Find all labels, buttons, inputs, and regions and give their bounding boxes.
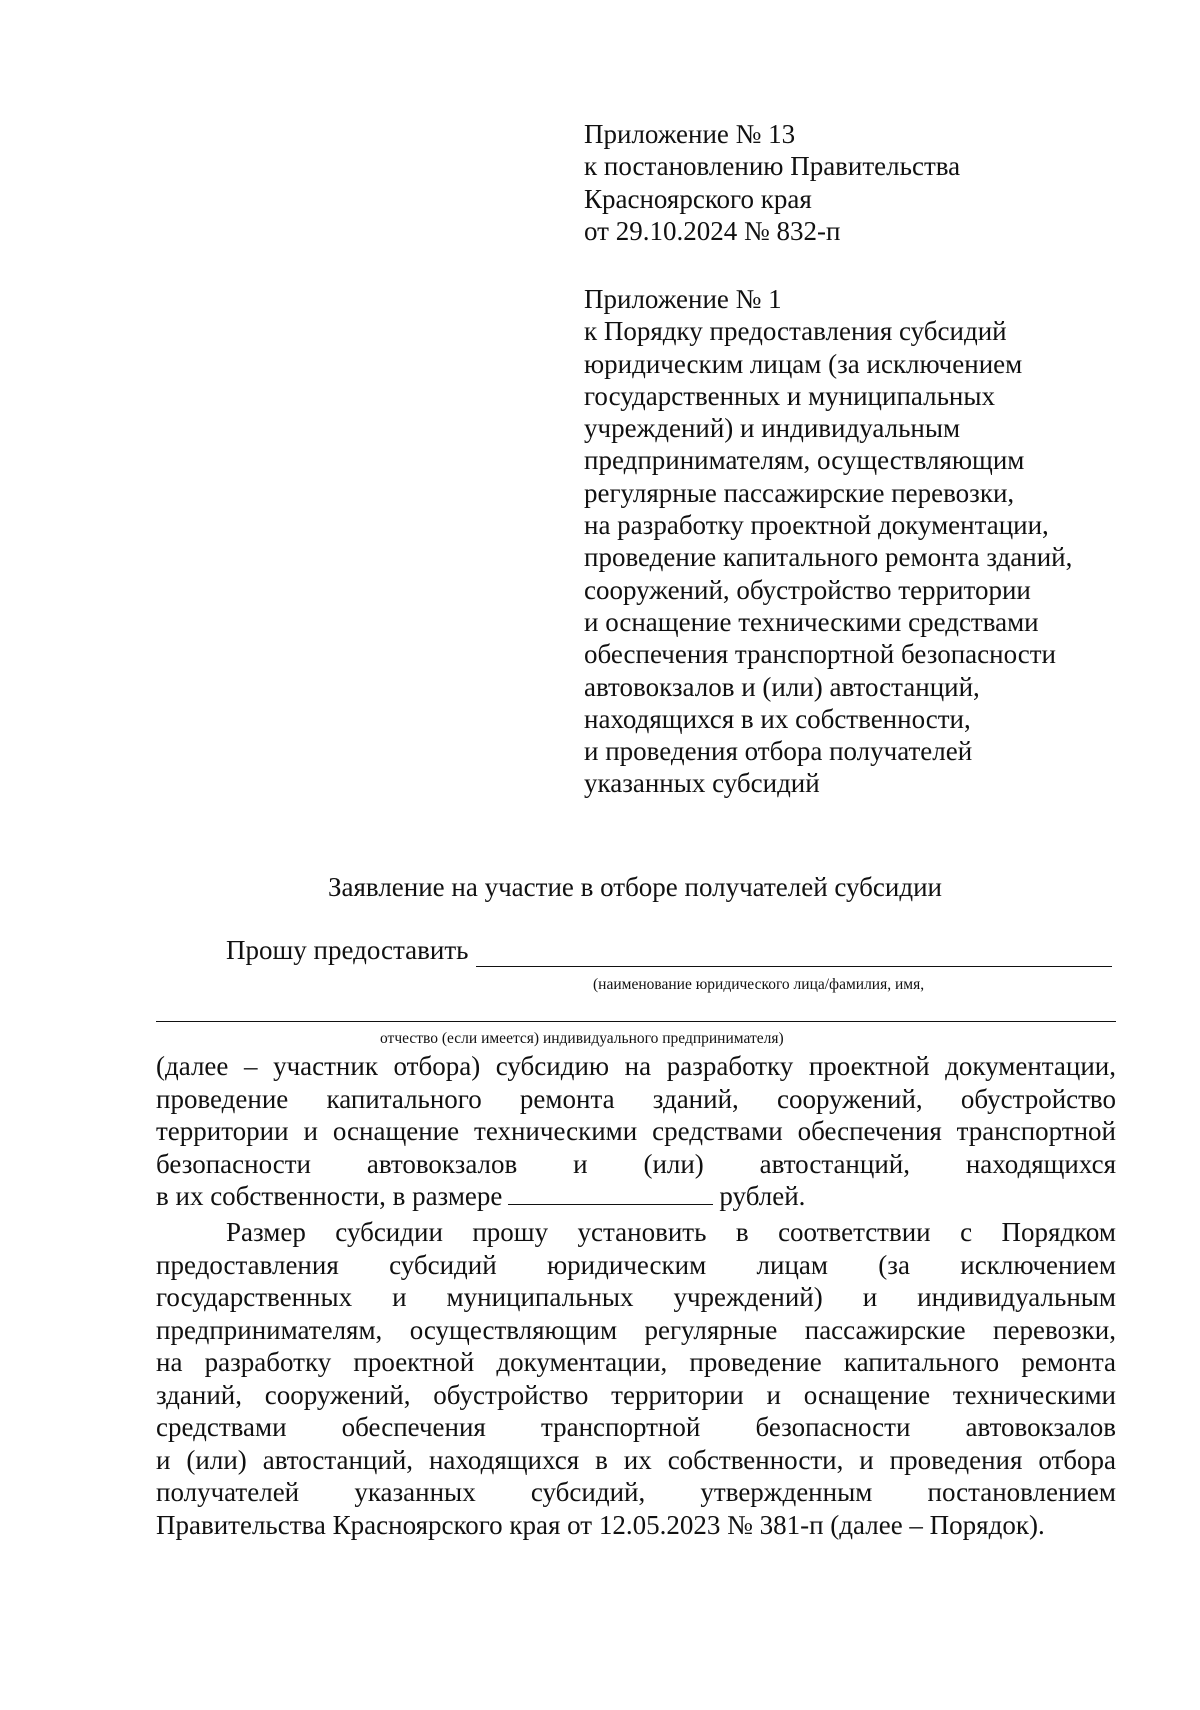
appendix-line: сооружений, обустройство территории	[584, 574, 1031, 605]
applicant-name-field-continued[interactable]	[156, 1021, 1116, 1022]
appendix-line: юридическим лицам (за исключением	[584, 348, 1023, 379]
appendix-line: находящихся в их собственности,	[584, 703, 971, 734]
paragraph-line: безопасности автовокзалов и (или) автостанций, находящихся	[156, 1148, 1116, 1179]
document-title: Заявление на участие в отборе получателей субсидии	[328, 872, 942, 902]
paragraph-line: проведение капитального ремонта зданий, сооружений, обустройство	[156, 1083, 1116, 1114]
paragraph-subsidy-order	[156, 1216, 1116, 1541]
paragraph-line	[156, 1180, 1116, 1213]
appendix-line: государственных и муниципальных	[584, 380, 995, 411]
appendix-line: на разработку проектной документации,	[584, 510, 1049, 541]
appendix-line: Красноярского края	[584, 183, 812, 214]
paragraph-line: предпринимателям, осуществляющим регулярные пассажирские перевозки,	[156, 1314, 1116, 1345]
paragraph-line: Правительства Красноярского края от 12.05.2023 № 381-п (далее – Порядок).	[156, 1509, 1045, 1540]
appendix-line: и проведения отбора получателей	[584, 736, 973, 767]
paragraph-line: Размер субсидии прошу установить в соответствии с Порядком	[226, 1217, 1116, 1247]
paragraph-line: получателей указанных субсидий, утвержденным постановлением	[156, 1477, 1116, 1507]
paragraph-line: территории и оснащение техническими средствами обеспечения транспортной	[156, 1116, 1116, 1146]
appendix-line: указанных субсидий	[584, 768, 820, 799]
appendix-line: обеспечения транспортной безопасности	[584, 639, 1056, 670]
paragraph-line: (далее – участник отбора) субсидию на разработку проектной документации,	[156, 1051, 1116, 1081]
appendix-line: учреждений) и индивидуальным	[584, 413, 961, 444]
request-prefix: Прошу предоставить	[226, 935, 469, 965]
amount-suffix: рублей.	[719, 1181, 806, 1211]
paragraph-line: государственных и муниципальных учреждений) и индивидуальным	[156, 1282, 1116, 1312]
amount-prefix: в их собственности, в размере	[156, 1181, 503, 1211]
paragraph-line: предоставления субсидий юридическим лицам (за исключением	[156, 1249, 1116, 1280]
appendix-line: от 29.10.2024 № 832-п	[584, 215, 841, 246]
appendix-line: регулярные пассажирские перевозки,	[584, 477, 1015, 508]
appendix-line: и оснащение техническими средствами	[584, 606, 1039, 637]
paragraph-line: средствами обеспечения транспортной безопасности автовокзалов	[156, 1412, 1116, 1442]
field-caption: (наименование юридического лица/фамилия, имя,	[593, 976, 925, 993]
paragraph-line: зданий, сооружений, обустройство территории и оснащение техническими	[156, 1379, 1116, 1410]
applicant-name-field[interactable]	[476, 966, 1112, 967]
amount-field[interactable]	[508, 1180, 713, 1205]
appendix-line: к Порядку предоставления субсидий	[584, 316, 1007, 347]
paragraph-line: на разработку проектной документации, проведение капитального ремонта	[156, 1347, 1116, 1377]
appendix-header-order	[584, 283, 1072, 800]
request-line	[226, 935, 468, 966]
paragraph-line: и (или) автостанций, находящихся в их собственности, и проведения отбора	[156, 1444, 1116, 1475]
appendix-line: проведение капитального ремонта зданий,	[584, 542, 1073, 573]
paragraph-subsidy-request	[156, 1050, 1116, 1213]
appendix-line: Приложение № 1	[584, 284, 782, 314]
appendix-line: к постановлению Правительства	[584, 151, 961, 182]
appendix-line: автовокзалов и (или) автостанций,	[584, 671, 980, 702]
field-caption: отчество (если имеется) индивидуального предпринимателя)	[380, 1030, 784, 1047]
appendix-line: Приложение № 13	[584, 119, 796, 149]
appendix-header-main	[584, 118, 960, 247]
appendix-line: предпринимателям, осуществляющим	[584, 445, 1025, 476]
